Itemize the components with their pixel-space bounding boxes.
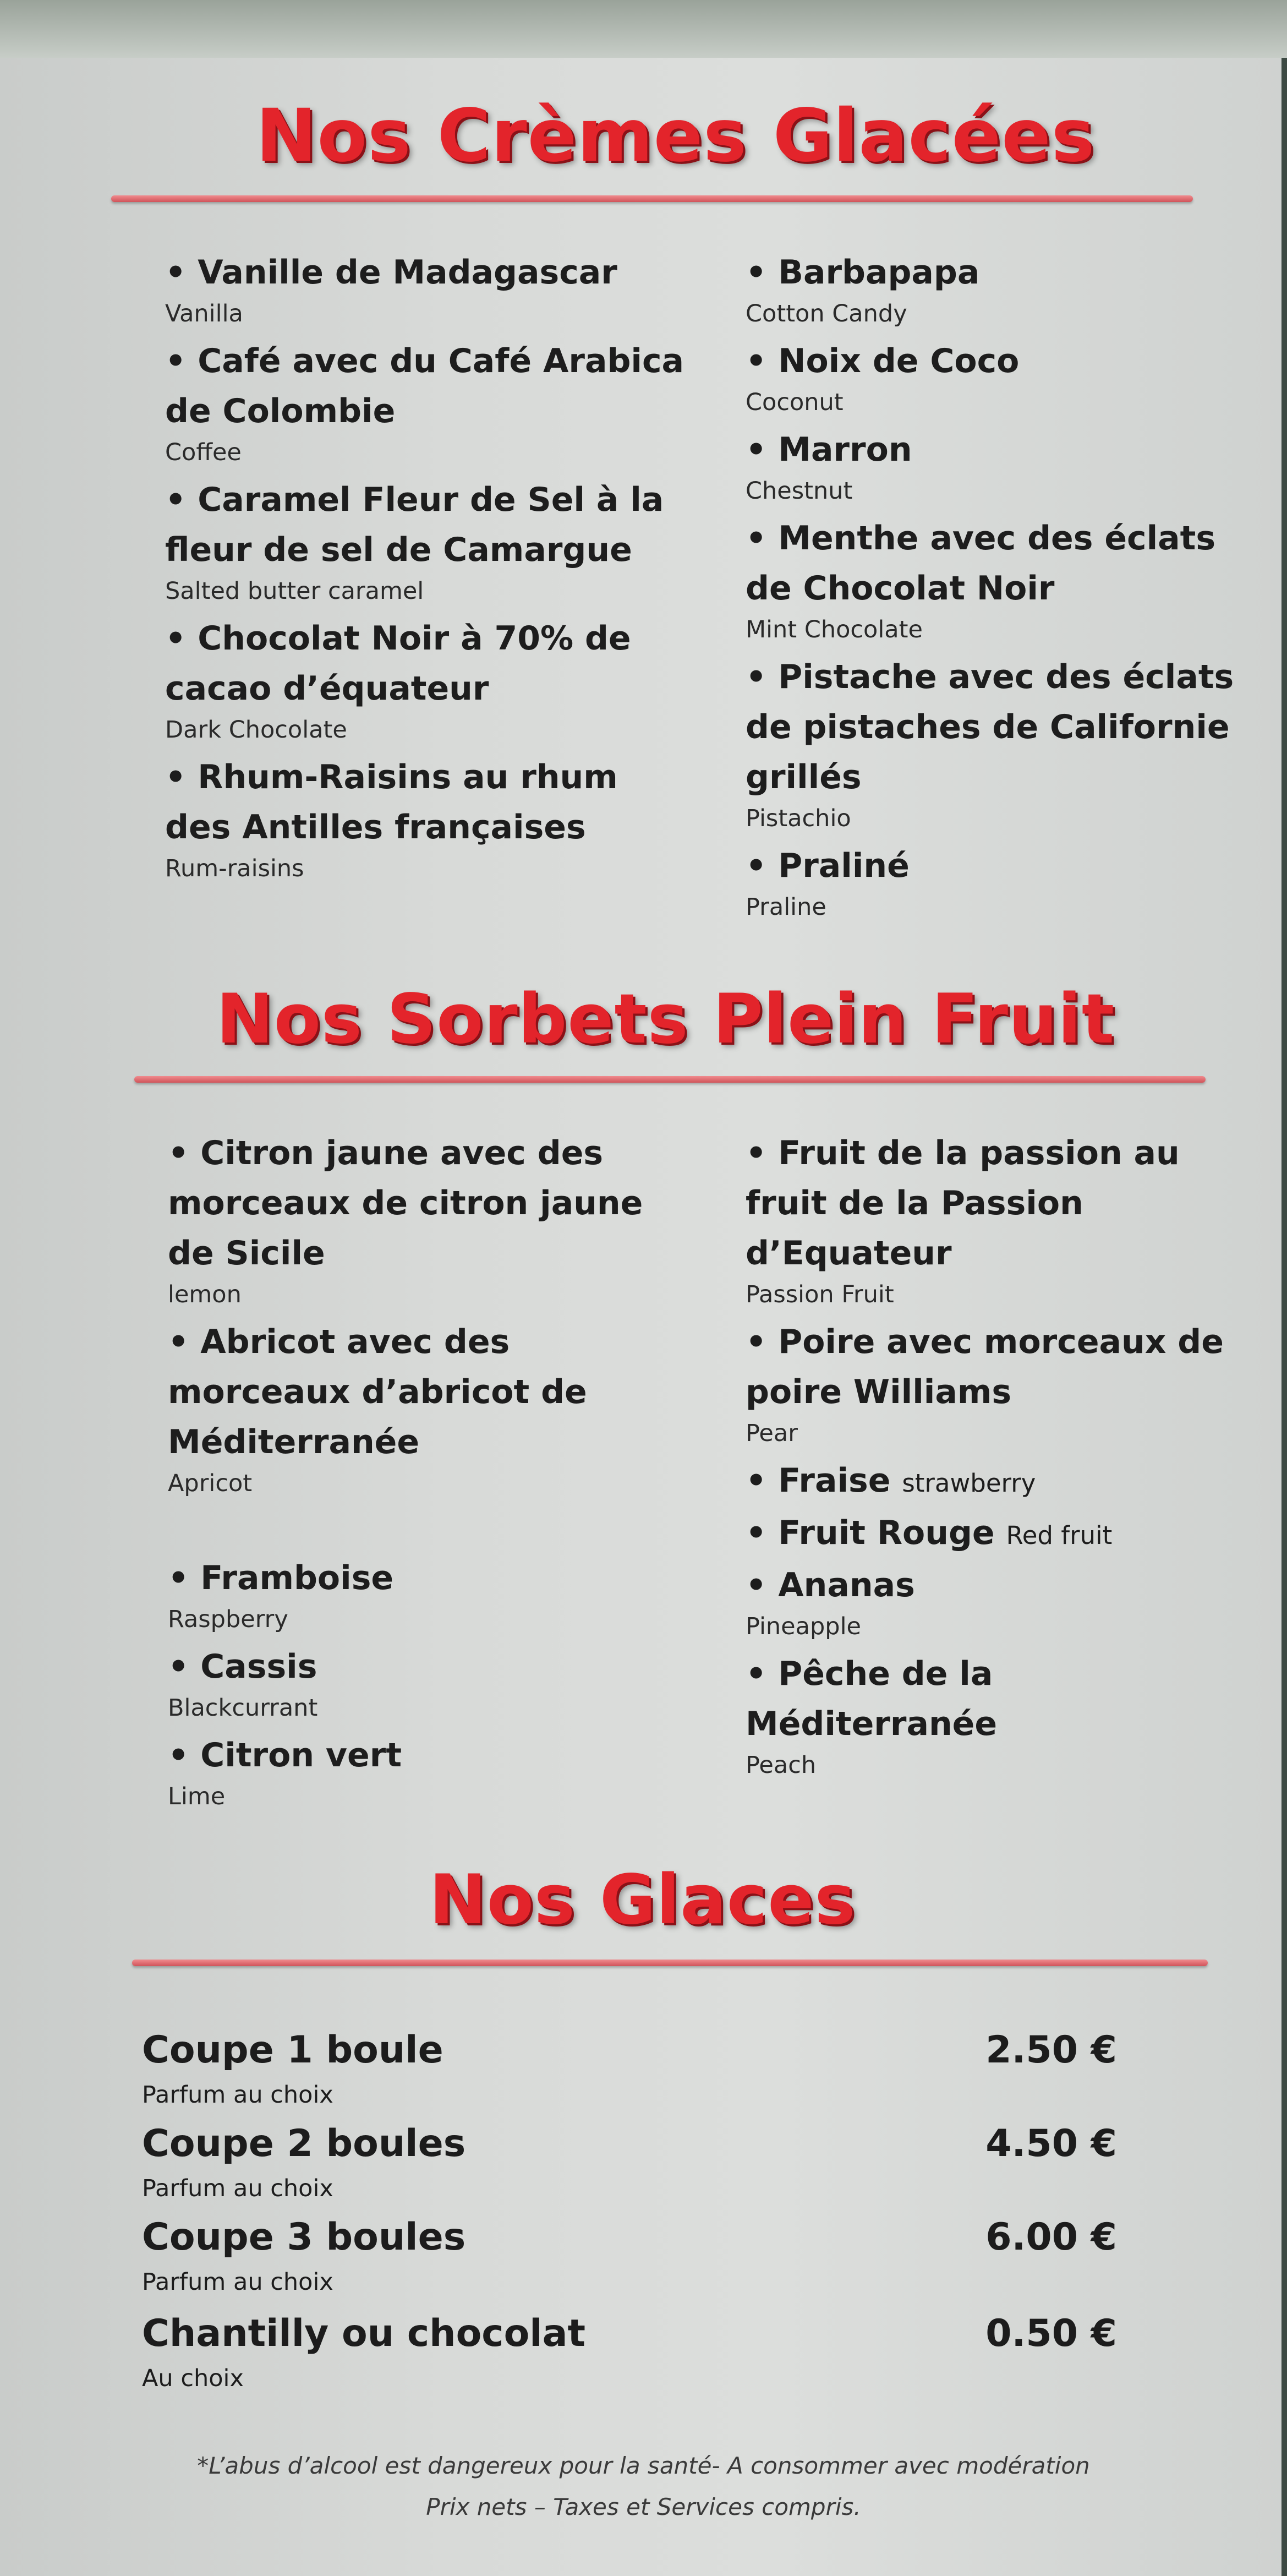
item-subtitle: Raspberry: [168, 1606, 288, 1633]
item-subtitle: Coconut: [746, 389, 844, 416]
item-subtitle: Apricot: [168, 1470, 253, 1497]
item-subtitle: lemon: [168, 1281, 242, 1308]
section-rule-cremes: [111, 195, 1193, 202]
item-subtitle: Salted butter caramel: [165, 577, 424, 605]
item-subtitle: Mint Chocolate: [746, 616, 923, 643]
price-item-name: Chantilly ou chocolat: [142, 2312, 586, 2355]
section-title-sorbets: Nos Sorbets Plein Fruit: [216, 980, 1115, 1059]
item-subtitle: Passion Fruit: [746, 1281, 894, 1308]
item-subtitle: Chestnut: [746, 477, 853, 505]
section-title-cremes: Nos Crèmes Glacées: [256, 94, 1096, 178]
menu-item: [746, 248, 1252, 330]
menu-item: [165, 614, 693, 746]
cremes-left-column: [165, 248, 693, 891]
item-name: [746, 1456, 1252, 1508]
background-top-strip: [0, 0, 1287, 61]
item-name-text: • Fraise: [746, 1461, 891, 1500]
price-row: [142, 2116, 1117, 2206]
price-item-subtitle: Parfum au choix: [142, 2081, 333, 2109]
menu-item: [168, 1317, 680, 1499]
item-name: • Caramel Fleur de Sel à la fleur de sel de Camargue: [165, 481, 664, 569]
price-item-subtitle: Parfum au choix: [142, 2175, 333, 2202]
menu-item: [746, 1317, 1252, 1449]
price-item-subtitle: Au choix: [142, 2365, 244, 2392]
item-name: • Cassis: [168, 1647, 317, 1686]
price-row: [142, 2023, 1117, 2112]
spacer: [168, 1506, 680, 1553]
menu-item: [165, 336, 693, 468]
item-name: • Abricot avec des morceaux d’abricot de Méditerranée: [168, 1323, 587, 1461]
menu-item: [168, 1642, 680, 1724]
footer-alcohol-notice: *L’abus d’alcool est dangereux pour la santé- A consommer avec modération: [197, 2452, 1090, 2479]
item-subtitle: Peach: [746, 1751, 817, 1779]
price-value: 4.50 €: [985, 2122, 1117, 2165]
item-name: • Marron: [746, 430, 912, 469]
price-value: 6.00 €: [985, 2215, 1117, 2259]
sorbets-right-column: [746, 1128, 1252, 1788]
item-name: • Menthe avec des éclats de Chocolat Noir: [746, 519, 1216, 608]
item-name: • Poire avec morceaux de poire Williams: [746, 1323, 1224, 1411]
item-subtitle: Dark Chocolate: [165, 716, 347, 744]
section-rule-glaces: [132, 1960, 1208, 1966]
menu-item: [165, 475, 693, 607]
price-row: [142, 2210, 1117, 2299]
menu-item: [746, 1649, 1252, 1781]
menu-item: [746, 425, 1252, 507]
menu-item: [168, 1128, 680, 1311]
item-subtitle: Pineapple: [746, 1613, 861, 1640]
price-value: 0.50 €: [985, 2312, 1117, 2355]
menu-item: [746, 841, 1252, 923]
price-item-name: Coupe 2 boules: [142, 2122, 466, 2165]
item-name: • Fruit de la passion au fruit de la Passion d’Equateur: [746, 1134, 1180, 1273]
menu-item: [746, 336, 1252, 418]
menu-item: [746, 514, 1252, 646]
item-subtitle: Pear: [746, 1420, 798, 1447]
section-title-glaces: Nos Glaces: [429, 1860, 856, 1940]
item-subtitle: Vanilla: [165, 300, 243, 328]
item-inline-subtitle: strawberry: [902, 1469, 1036, 1498]
item-subtitle: Coffee: [165, 439, 242, 466]
item-name: [746, 1508, 1252, 1560]
item-name: • Citron vert: [168, 1736, 402, 1775]
item-subtitle: Blackcurrant: [168, 1694, 318, 1722]
menu-item: [746, 1128, 1252, 1311]
menu-item: [746, 1508, 1252, 1560]
menu-item: [746, 652, 1252, 834]
section-rule-sorbets: [134, 1076, 1206, 1083]
item-name: • Rhum-Raisins au rhum des Antilles françaises: [165, 758, 618, 847]
item-name: • Framboise: [168, 1559, 394, 1597]
menu-item: [746, 1560, 1252, 1642]
item-name: • Citron jaune avec des morceaux de citron jaune de Sicile: [168, 1134, 643, 1273]
item-name: • Café avec du Café Arabica de Colombie: [165, 342, 684, 430]
sheet-edge: [1281, 58, 1287, 2576]
item-name: • Noix de Coco: [746, 342, 1020, 380]
price-item-name: Coupe 1 boule: [142, 2028, 443, 2072]
menu-item: [168, 1731, 680, 1813]
item-name-text: • Fruit Rouge: [746, 1514, 995, 1552]
item-subtitle: Cotton Candy: [746, 300, 907, 328]
menu-item: [168, 1553, 680, 1635]
item-name: • Pistache avec des éclats de pistaches de Californie grillés: [746, 658, 1234, 796]
item-name: • Vanille de Madagascar: [165, 253, 617, 292]
menu-item: [746, 1456, 1252, 1508]
item-name: • Ananas: [746, 1566, 915, 1604]
item-subtitle: Pistachio: [746, 805, 851, 832]
item-subtitle: Praline: [746, 893, 826, 921]
sorbets-left-column: [168, 1128, 680, 1819]
item-subtitle: Lime: [168, 1783, 226, 1810]
item-inline-subtitle: Red fruit: [1006, 1521, 1113, 1550]
menu-item: [165, 752, 693, 885]
price-item-name: Coupe 3 boules: [142, 2215, 466, 2259]
item-name: • Praliné: [746, 847, 910, 885]
price-row: [142, 2306, 1117, 2395]
footer-price-notice: Prix nets – Taxes et Services compris.: [426, 2493, 861, 2520]
item-name: • Barbapapa: [746, 253, 980, 292]
menu-item: [165, 248, 693, 330]
item-subtitle: Rum-raisins: [165, 855, 304, 882]
price-value: 2.50 €: [985, 2028, 1117, 2072]
item-name: • Pêche de la Méditerranée: [746, 1655, 998, 1743]
price-item-subtitle: Parfum au choix: [142, 2268, 333, 2296]
cremes-right-column: [746, 248, 1252, 930]
item-name: • Chocolat Noir à 70% de cacao d’équateur: [165, 619, 631, 708]
